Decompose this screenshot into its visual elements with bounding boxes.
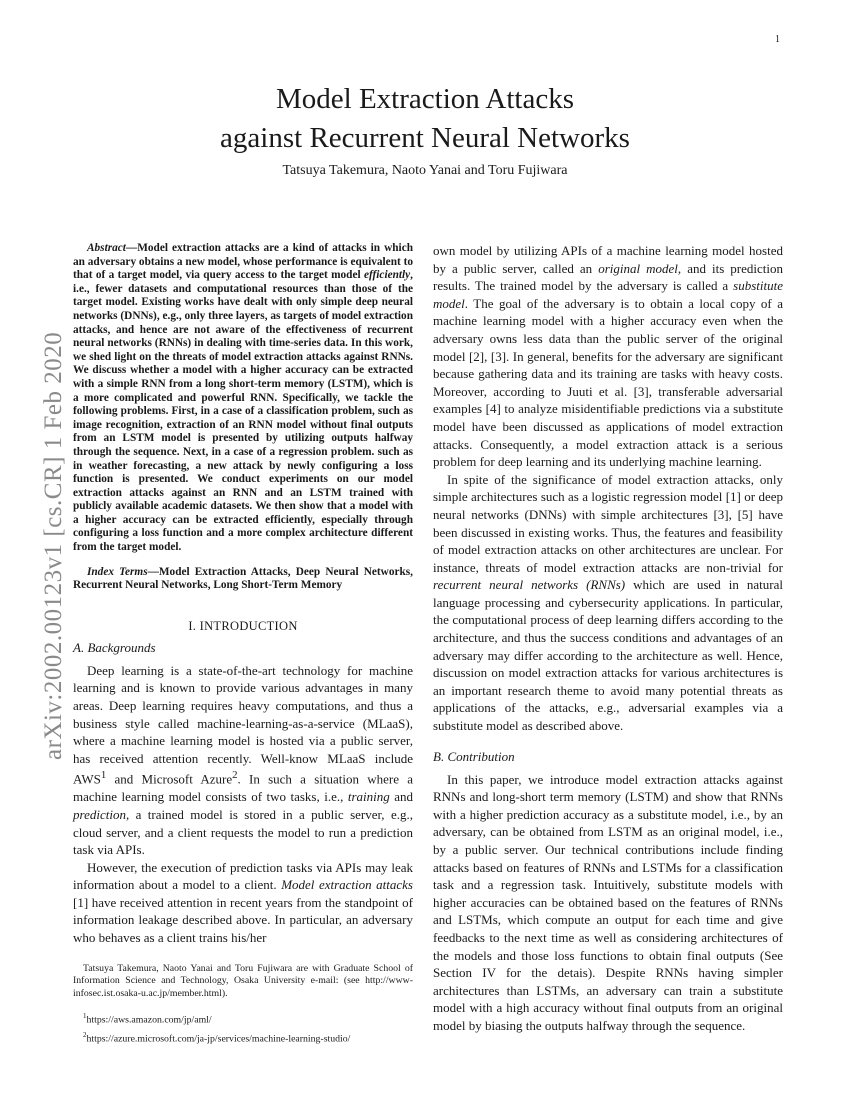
- rp2-text-2: which are used in natural language processing and cybersecurity applications. In particular, the computational process of deep learning differs according to the architecture, and thus the success conditions and advantages of an adversary may differ according to the architecture as well. Hence, discussion on model extraction attacks for various architectures is an important research theme to avoid many potential threats as applications of the attacks, e.g., adversarial examples via a substitute model as described above.: [433, 577, 783, 734]
- p2-text-2: [1] have received attention in recent years from the standpoint of information leakage described above. In particular, an adversary who behaves as a client trains his/her: [73, 894, 413, 946]
- right-column: [433, 242, 783, 1035]
- rp2-text-1: In spite of the significance of model extraction attacks, only simple architectures such as a logistic regression model [1] or deep neural networks (DNNs) with simple architectures [3], [5] have been discussed in existing works. Thus, the features and feasibility of model extraction attacks on other architectures are unclear. For instance, threats of model extraction attacks are non-trivial for: [433, 471, 783, 575]
- footnote-affiliation: Tatsuya Takemura, Naoto Yanai and Toru Fujiwara are with Graduate School of Information Science and Technology, Osaka University e-mail: (see http://www-infosec.ist.osaka-u.ac.jp/member.html).: [73, 962, 413, 999]
- p1-text-5: , a trained model is stored in a public server, e.g., cloud server, and a client requests the model to run a prediction task via APIs.: [73, 806, 413, 858]
- p2-text-1: However, the execution of prediction tasks via APIs may leak information about a model to a client.: [73, 859, 413, 893]
- abstract-emphasis: efficiently: [363, 269, 411, 282]
- abstract-text-2: , i.e., fewer datasets and computational resources than those of the target model. Existing works have dealt with only simple deep neural networks (DNNs), e.g., only three layers, as targets of model extraction attacks, and hence are not aware of the effectiveness of recurrent neural networks (RNNs) in dealing with time-series data. In this work, we shed light on the threats of model extraction attacks against RNNs. We discuss whether a model with a higher accuracy can be extracted with a simple RNN from a long short-term memory (LSTM), which is a more complicated and powerful RNN. Specifically, we tackle the following problems. First, in a case of a classification problem, such as image recognition, extraction of an RNN model without final outputs from an LSTM model is presented by utilizing outputs halfway through the sequence. Next, in a case of a regression problem. such as in weather forecasting, a new attack by newly configuring a loss function is presented. We conduct experiments on our model extraction attacks against an RNN and an LSTM trained with publicly available academic datasets. We then show that a model with a higher accuracy can be extracted efficiently, especially through configuring a loss function and a more complex architecture different from the target model.: [73, 269, 413, 554]
- abstract: [73, 242, 413, 555]
- paragraph-significance: [433, 471, 783, 735]
- paragraph-continued: [433, 242, 783, 471]
- section-heading-introduction: I. INTRODUCTION: [188, 618, 298, 633]
- footnote-1: [73, 1010, 413, 1027]
- p1-text-3: . In such a situation where a machine learning model consists of two tasks, i.e.,: [73, 771, 413, 805]
- abstract-dash: —: [125, 242, 138, 254]
- title-line-2: against Recurrent Neural Networks: [220, 122, 630, 154]
- p2-emphasis: Model extraction attacks: [281, 877, 413, 893]
- p1-text-2: and Microsoft Azure: [106, 771, 233, 787]
- page-number: 1: [775, 34, 780, 45]
- footnote-2: [73, 1029, 413, 1046]
- author-list: Tatsuya Takemura, Naoto Yanai and Toru Fujiwara: [282, 163, 568, 178]
- title-line-1: Model Extraction Attacks: [276, 83, 574, 115]
- abstract-lead: Abstract: [87, 242, 126, 254]
- rp1-text-2: , and its prediction results. The trained model by the adversary is called a: [433, 260, 784, 294]
- footnote-2-link[interactable]: https://azure.microsoft.com/ja-jp/services/machine-learning-studio/: [86, 1033, 351, 1045]
- arxiv-stamp: arXiv:2002.00123v1 [cs.CR] 1 Feb 2020: [40, 331, 67, 760]
- p1-emphasis-prediction: prediction: [73, 806, 126, 822]
- footnote-ref-1: 1: [100, 769, 107, 782]
- paragraph-backgrounds-2: [73, 859, 413, 947]
- rp1-emphasis-substitute-model: substitute model: [433, 278, 783, 311]
- subsection-heading-backgrounds: A. Backgrounds: [73, 639, 156, 655]
- footnote-1-link[interactable]: https://aws.amazon.com/jp/aml/: [86, 1014, 212, 1026]
- paragraph-backgrounds-1: [73, 662, 413, 859]
- p1-emphasis-training: training: [347, 789, 390, 805]
- footnotes: [73, 963, 413, 1046]
- index-terms: [73, 566, 413, 593]
- paper-title: [0, 80, 850, 158]
- paragraph-contribution: In this paper, we introduce model extraction attacks against RNNs and long-short term memory (LSTM) and show that RNNs with a higher prediction accuracy as a substitute model, i.e., by an adversary, can be obtained from LSTM as an original model, i.e., by a public server. Our technical contributions include finding attacks based on features of RNNs and LSTMs for a classification task and a regression task. Intuitively, substitute models with higher accuracies can be obtained based on the features of RNNs and LSTMs, which compute an output for each time and give feedbacks to the next time as well as considering architectures of the models and those loss functions to obtain final outputs (See Section IV for the detais). Despite RNNs having simpler architectures than LSTMs, an adversary can train a substitute model with a high accuracy without final outputs from an original model by biasing the outputs halfway through the sequence.: [433, 771, 783, 1033]
- rp2-emphasis-rnns: recurrent neural networks (RNNs): [433, 577, 626, 593]
- footnote-ref-2: 2: [232, 769, 238, 782]
- p1-text-4: and: [389, 789, 413, 805]
- index-terms-lead: Index Terms: [87, 565, 148, 578]
- p1-text-1: Deep learning is a state-of-the-art technology for machine learning and is known to provide various advantages in many areas. Deep learning requires heavy computations, and thus a business style called machine-learning-as-a-service (MLaaS), where a machine learning model is hosted via a public server, has received attention recently. Well-know MLaaS include AWS: [73, 662, 413, 787]
- subsection-heading-contribution: B. Contribution: [433, 748, 515, 764]
- footnote-2-mark: 2: [83, 1030, 87, 1039]
- abstract-text-1: Model extraction attacks are a kind of attacks in which an adversary obtains a new model, whose performance is equivalent to that of a target model, via query access to the target model: [73, 242, 413, 282]
- index-terms-text: —Model Extraction Attacks, Deep Neural Networks, Recurrent Neural Networks, Long Short-Term Memory: [73, 565, 413, 592]
- rp1-emphasis-original-model: original model: [598, 260, 678, 276]
- rp1-text-3: . The goal of the adversary is to obtain a local copy of a machine learning model with a higher accuracy even when the adversary owns less data than the public server of the original model [2], [3]. In general, benefits for the adversary are significant because gathering data and its training are tasks with heavy costs. Moreover, according to Juuti et al. [3], transferable adversarial examples [4] to analyze misidentifiable predictions via a substitute model have been discussed as applications of model extraction attacks. Consequently, a model extraction attack is a serious problem for deep learning and its underlying machine learning.: [433, 295, 783, 470]
- footnote-1-mark: 1: [83, 1012, 87, 1021]
- left-column: [73, 242, 413, 1056]
- rp1-text-1: own model by utilizing APIs of a machine learning model hosted by a public server, called an: [433, 243, 783, 276]
